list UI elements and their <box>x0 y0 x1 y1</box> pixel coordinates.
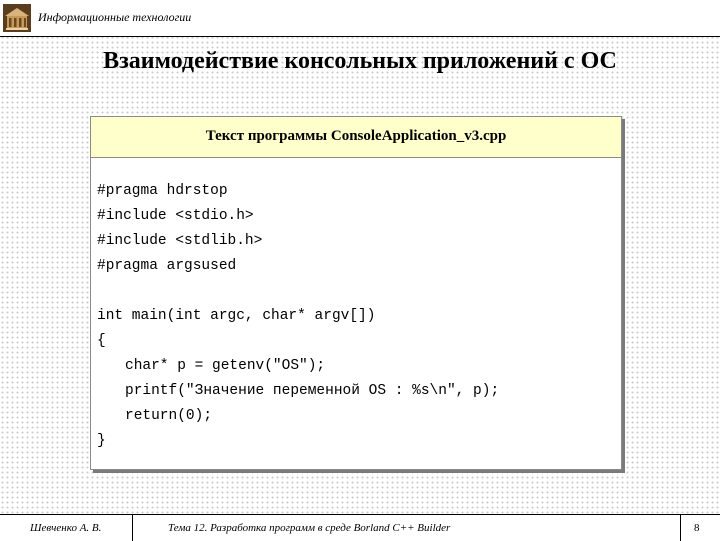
code-blank-line <box>97 279 499 304</box>
footer-bar <box>0 514 720 541</box>
footer-topic: Тема 12. Разработка программ в среде Borland C++ Builder <box>168 522 451 534</box>
code-line: return(0); <box>125 408 213 424</box>
code-line: #include <stdlib.h> <box>97 233 263 249</box>
page-number: 8 <box>694 522 700 534</box>
footer-divider <box>680 515 681 541</box>
footer-author: Шевченко А. В. <box>30 522 102 534</box>
code-line: { <box>97 333 106 349</box>
code-line: #pragma argsused <box>97 258 237 274</box>
slide-title: Взаимодействие консольных приложений с ОС <box>103 48 617 74</box>
code-line: printf("Значение переменной OS : %s\n", p); <box>125 383 500 399</box>
subject-label: Информационные технологии <box>38 10 192 24</box>
building-icon <box>2 3 32 33</box>
code-listing-box <box>90 116 622 470</box>
code-line: #pragma hdrstop <box>97 183 228 199</box>
code-listing-caption: Текст программы ConsoleApplication_v3.cpp <box>91 117 621 158</box>
code-line: int main(int argc, char* argv[]) <box>97 308 376 324</box>
footer-divider <box>132 515 133 541</box>
code-line: char* p = getenv("OS"); <box>125 358 326 374</box>
code-line: #include <stdio.h> <box>97 208 254 224</box>
code-line: } <box>97 433 106 449</box>
code-listing <box>97 179 499 454</box>
header-bar <box>0 0 720 37</box>
